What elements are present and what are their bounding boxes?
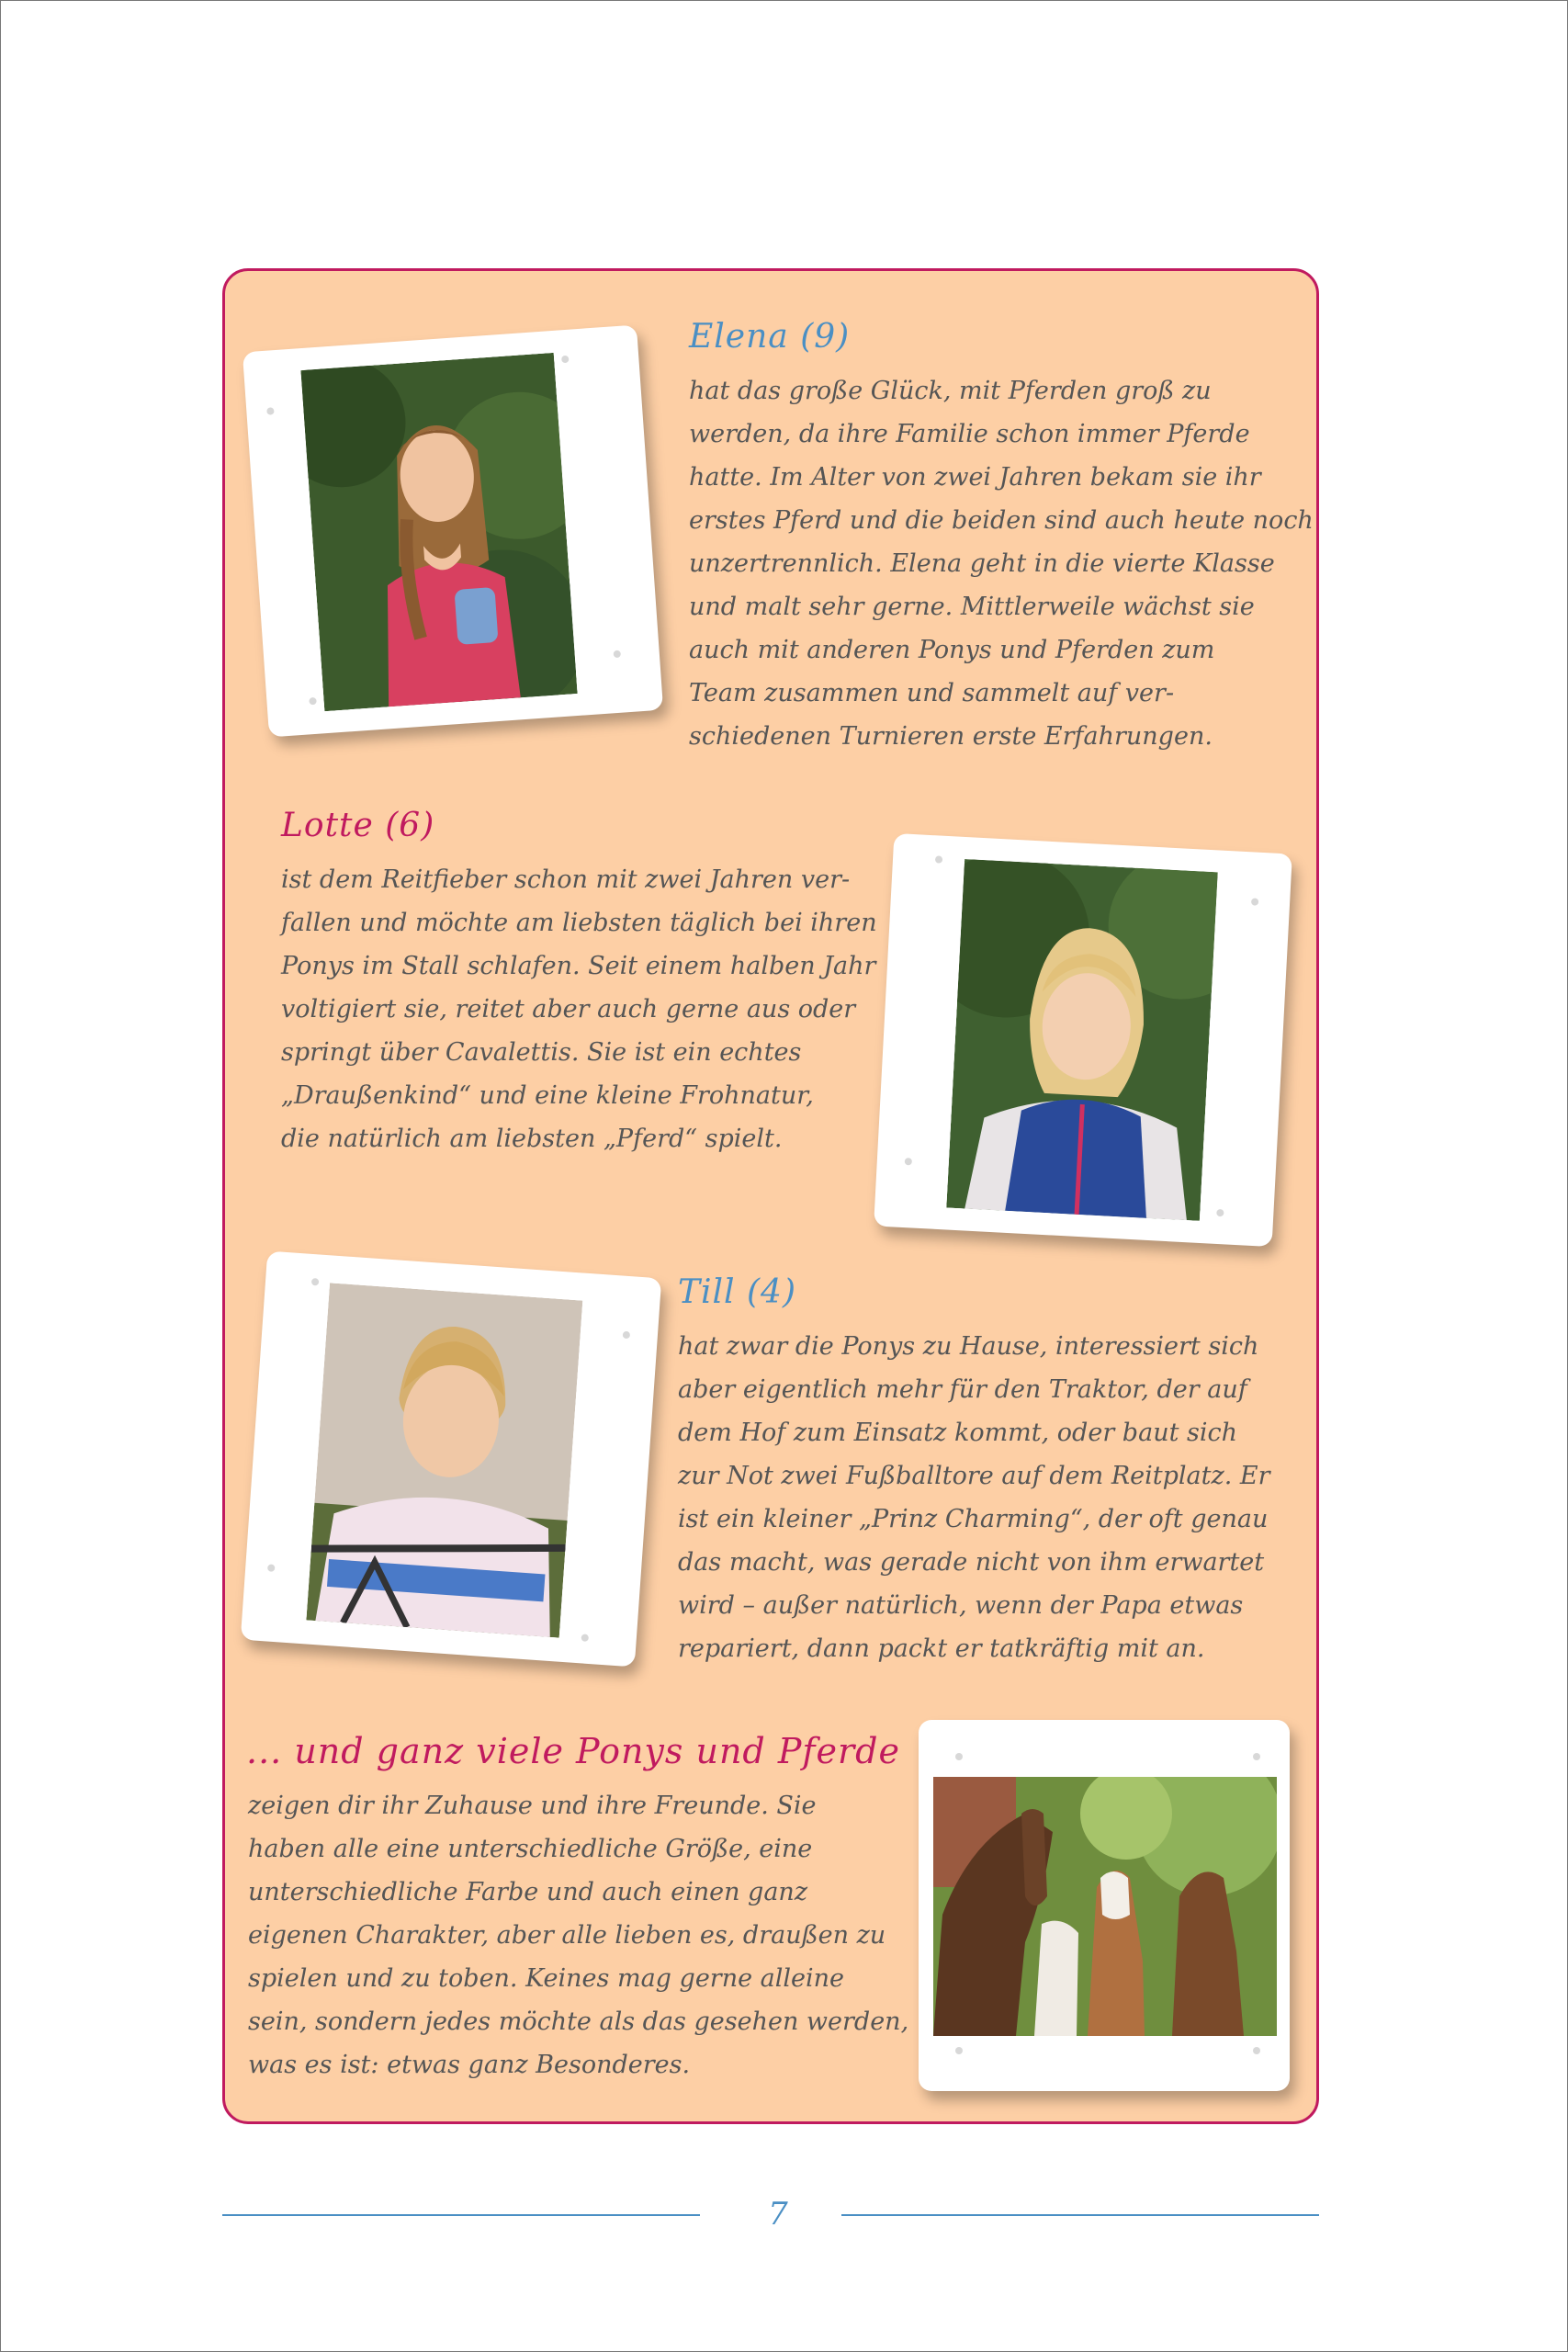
text-line: Ponys im Stall schlafen. Seit einem halben Jahr (281, 952, 876, 980)
section-text-ponys (248, 1784, 908, 2086)
text-line: eigenen Charakter, aber alle lieben es, draußen zu (248, 1921, 886, 1950)
section-heading-elena: Elena (9) (689, 318, 851, 356)
text-line: unzertrennlich. Elena geht in die vierte Klasse (689, 549, 1275, 578)
text-line: spielen und zu toben. Keines mag gerne alleine (248, 1964, 845, 1993)
text-line: wird – außer natürlich, wenn der Papa etwas (678, 1591, 1244, 1620)
text-line: voltigiert sie, reitet aber auch gerne aus oder (281, 995, 856, 1023)
text-line: fallen und möchte am liebsten täglich bei ihren (281, 909, 877, 937)
text-line: auch mit anderen Ponys und Pferden zum (689, 636, 1215, 664)
text-line: was es ist: etwas ganz Besonderes. (248, 2051, 691, 2079)
text-line: das macht, was gerade nicht von ihm erwartet (678, 1548, 1265, 1577)
section-text-elena (689, 369, 1314, 758)
text-line: „Draußenkind“ und eine kleine Frohnatur, (281, 1081, 814, 1110)
text-line: schiedenen Turnieren erste Erfahrungen. (689, 722, 1213, 751)
text-line: springt über Cavalettis. Sie ist ein echtes (281, 1038, 802, 1067)
text-line: dem Hof zum Einsatz kommt, oder baut sich (678, 1419, 1238, 1447)
text-line: hatte. Im Alter von zwei Jahren bekam sie ihr (689, 463, 1261, 492)
footer-rule-left (222, 2214, 700, 2216)
elena-photo (300, 353, 577, 711)
text-line: haben alle eine unterschiedliche Größe, eine (248, 1835, 813, 1863)
section-heading-lotte: Lotte (6) (281, 807, 435, 844)
text-line: ist dem Reitfieber schon mit zwei Jahren ver- (281, 865, 851, 894)
text-line: sein, sondern jedes möchte als das gesehen werden, (248, 2007, 909, 2036)
section-text-lotte (281, 858, 877, 1160)
text-line: erstes Pferd und die beiden sind auch heute noch (689, 506, 1314, 535)
photo-card-elena (243, 325, 663, 738)
section-heading-ponys: ... und ganz viele Ponys und Pferde (246, 1731, 900, 1771)
horses-photo (933, 1777, 1277, 2036)
footer-rule-right (841, 2214, 1319, 2216)
section-heading-till: Till (4) (678, 1273, 796, 1311)
section-text-till (678, 1325, 1270, 1670)
text-line: werden, da ihre Familie schon immer Pferde (689, 420, 1250, 448)
page-number: 7 (768, 2196, 788, 2233)
lotte-photo (946, 859, 1218, 1221)
text-line: hat zwar die Ponys zu Hause, interessiert sich (678, 1332, 1259, 1361)
photo-card-lotte (874, 833, 1292, 1247)
text-line: unterschiedliche Farbe und auch einen ganz (248, 1878, 808, 1906)
text-line: hat das große Glück, mit Pferden groß zu (689, 377, 1212, 405)
till-photo (306, 1283, 582, 1637)
text-line: zur Not zwei Fußballtore auf dem Reitplatz. Er (678, 1462, 1270, 1490)
text-line: zeigen dir ihr Zuhause und ihre Freunde. Sie (248, 1792, 817, 1820)
text-line: ist ein kleiner „Prinz Charming“, der oft genau (678, 1505, 1269, 1533)
text-line: repariert, dann packt er tatkräftig mit an. (678, 1634, 1205, 1663)
text-line: die natürlich am liebsten „Pferd“ spielt. (281, 1125, 783, 1153)
text-line: und malt sehr gerne. Mittlerweile wächst sie (689, 593, 1255, 621)
text-line: aber eigentlich mehr für den Traktor, der auf (678, 1375, 1247, 1404)
text-line: Team zusammen und sammelt auf ver- (689, 679, 1175, 707)
photo-card-horses (919, 1720, 1290, 2091)
photo-card-till (241, 1251, 662, 1668)
